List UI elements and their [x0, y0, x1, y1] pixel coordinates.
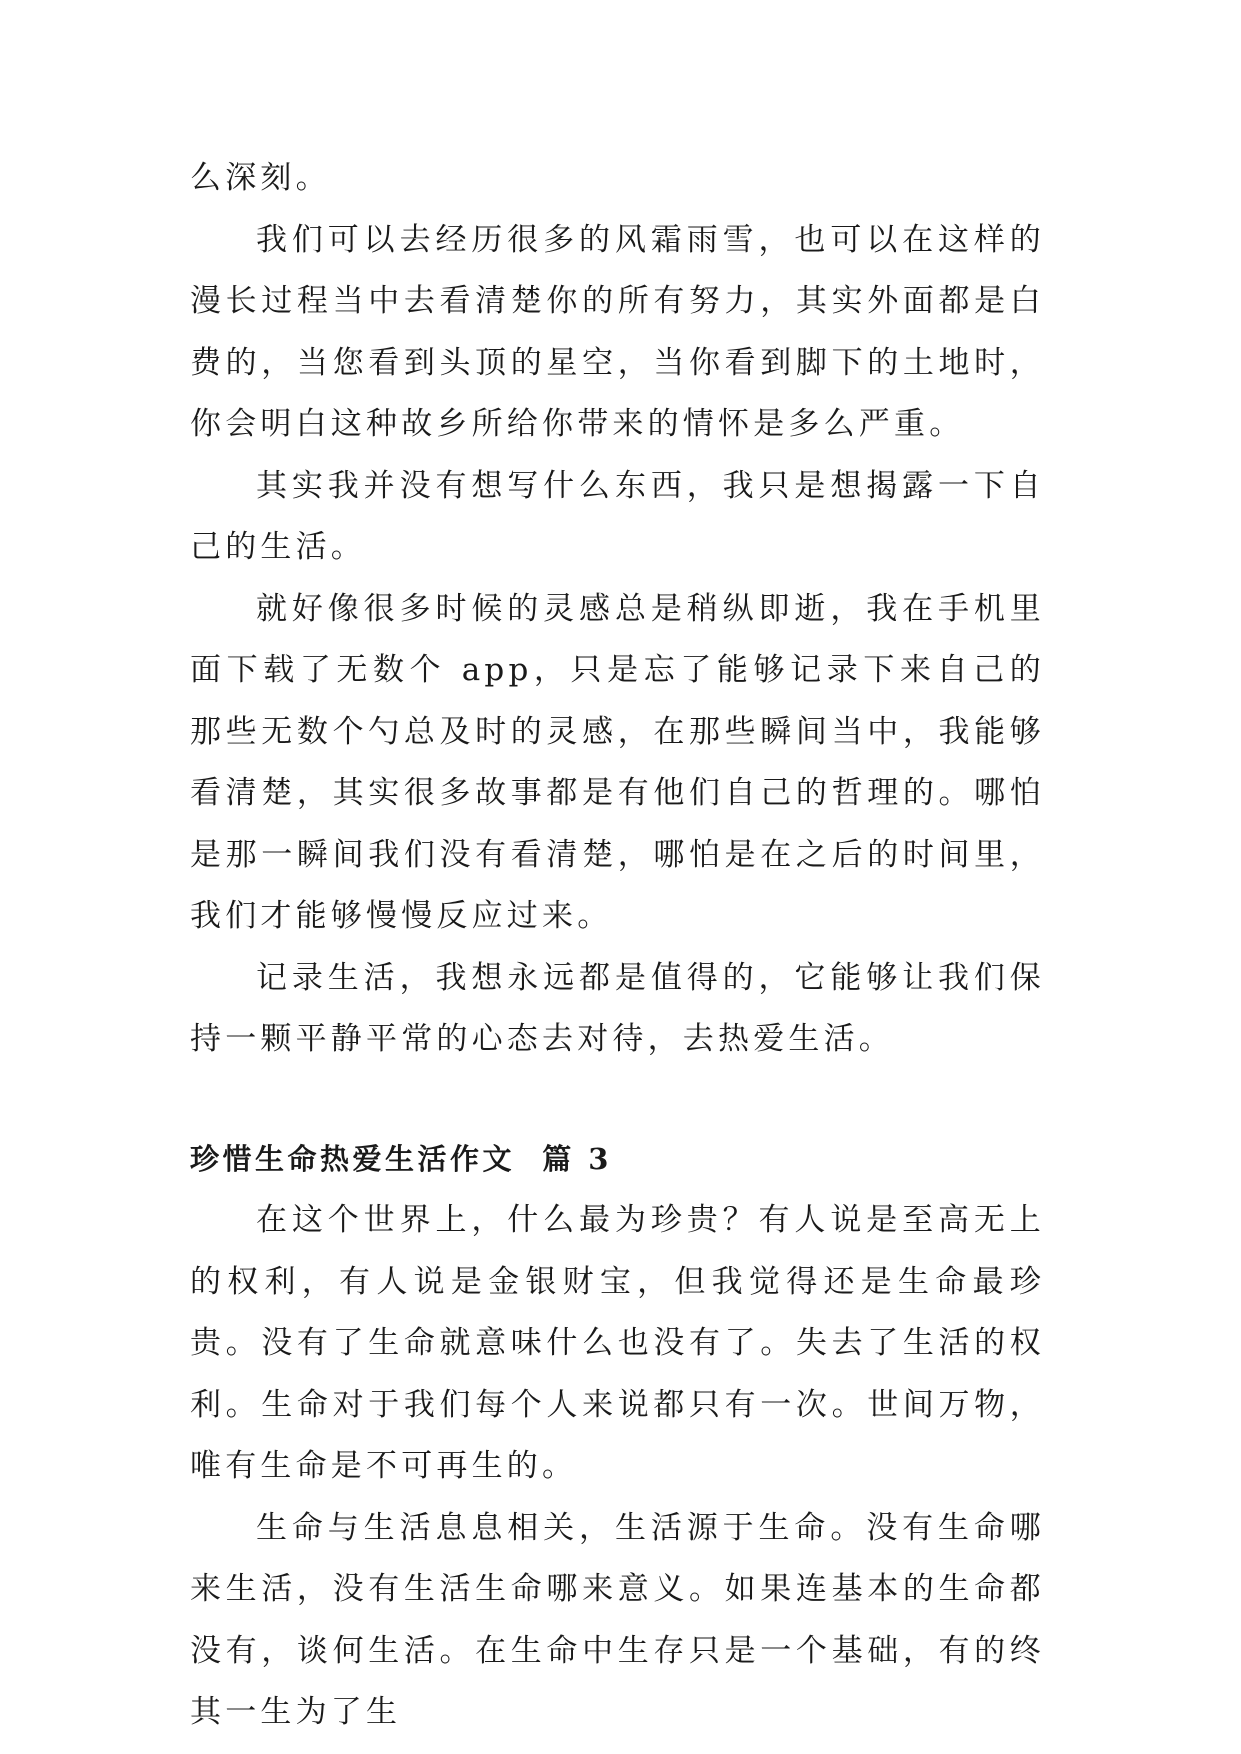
- paragraph: 生命与生活息息相关，生活源于生命。没有生命哪来生活，没有生活生命哪来意义。如果连基本的生命都没有，谈何生活。在生命中生存只是一个基础，有的终其一生为了生: [190, 1509, 1045, 1730]
- paragraph: 就好像很多时候的灵感总是稍纵即逝，我在手机里面下载了无数个 app，只是忘了能够记录下来自己的那些无数个勺总及时的灵感，在那些瞬间当中，我能够看清楚，其实很多故事都是有他们自己的哲理的。哪怕是那一瞬间我们没有看清楚，哪怕是在之后的时间里，我们才能够慢慢反应过来。: [190, 590, 1045, 934]
- paragraph: 我们可以去经历很多的风霜雨雪，也可以在这样的漫长过程当中去看清楚你的所有努力，其实外面都是白费的，当您看到头顶的星空，当你看到脚下的土地时，你会明白这种故乡所给你带来的情怀是多么严重。: [190, 221, 1045, 442]
- section-gap: [190, 1071, 1045, 1129]
- paragraph: 在这个世界上，什么最为珍贵？有人说是至高无上的权利，有人说是金银财宝，但我觉得还是生命最珍贵。没有了生命就意味什么也没有了。失去了生活的权利。生命对于我们每个人来说都只有一次。世间万物，唯有生命是不可再生的。: [190, 1202, 1045, 1484]
- section-title: 珍惜生命热爱生活作文 篇 3: [190, 1141, 612, 1176]
- document-body: [190, 148, 1045, 1744]
- paragraph: 么深刻。: [190, 160, 331, 196]
- paragraph: 其实我并没有想写什么东西，我只是想揭露一下自己的生活。: [190, 467, 1045, 565]
- paragraph: 记录生活，我想永远都是值得的，它能够让我们保持一颗平静平常的心态去对待，去热爱生活。: [190, 959, 1045, 1057]
